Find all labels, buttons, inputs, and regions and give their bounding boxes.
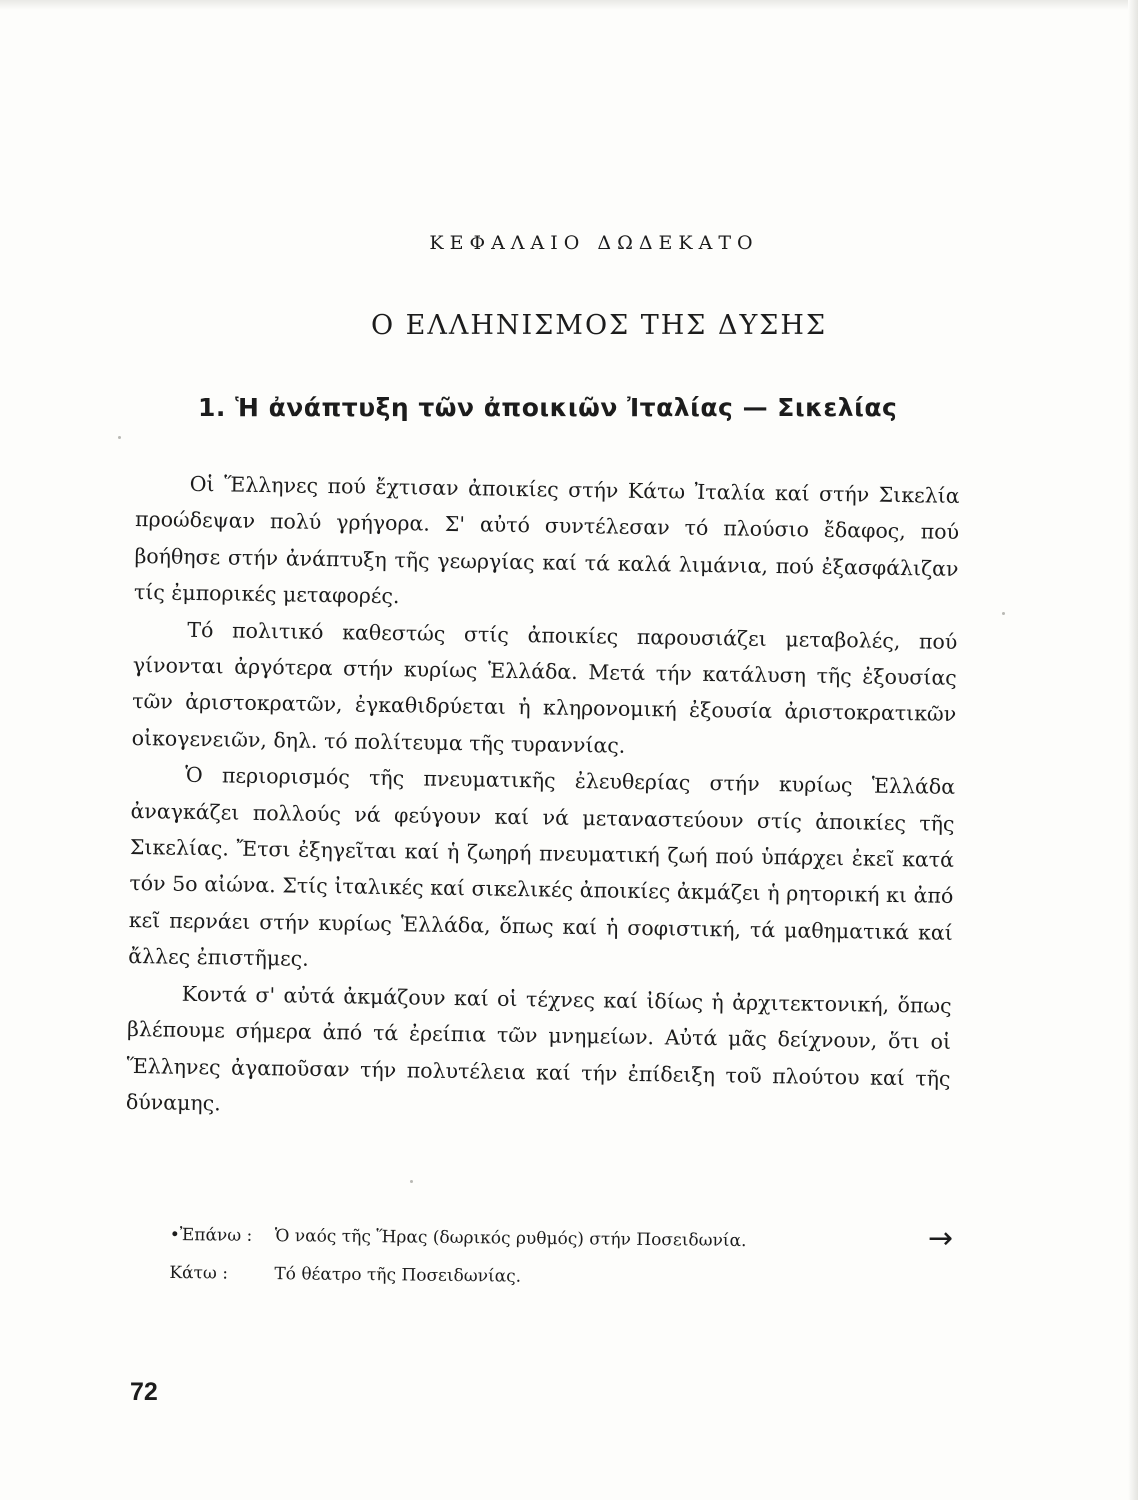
page-edge-shadow [0,0,1138,10]
arrow-right-icon: → [928,1221,954,1256]
caption-bottom [169,1254,929,1300]
paper-speck [118,436,121,439]
paragraph: Κοντά σ' αὐτά ἀκμάζουν καί οἱ τέχνες καί ἰδίως ἡ ἀρχιτεκτονική, ὅπως βλέπουμε σήμερα ἀπό τά ἐρείπια τῶν μνημείων. Αὐτά μᾶς δείχνουν, ὅτι οἱ Ἕλληνες ἀγαποῦσαν τήν πολυτέλεια καί τήν ἐπίδειξη τοῦ πλούτου καί τῆς δύναμης. [125,981,952,1116]
section-heading: 1. Ἡ ἀνάπτυξη τῶν ἀποικιῶν Ἰταλίας — Σικελίας [198,393,898,422]
caption-text: Τό θέατρο τῆς Ποσειδωνίας. [274,1264,522,1287]
caption-text: Ὁ ναός τῆς Ἥρας (δωρικός ρυθμός) στήν Ποσειδωνία. [274,1226,747,1252]
figure-captions [169,1216,930,1300]
page-number: 72 [130,1378,158,1406]
chapter-title: Ο ΕΛΛΗΝΙΣΜΟΣ ΤΗΣ ΔΥΣΗΣ [370,310,828,341]
caption-label: Κάτω : [169,1262,229,1284]
paper-speck [1002,612,1005,615]
chapter-label: ΚΕΦΑΛΑΙΟ ΔΩΔΕΚΑΤΟ [429,232,759,254]
paragraph: Τό πολιτικό καθεστώς στίς ἀποικίες παρουσιάζει μεταβολές, πού γίνονται ἀργότερα στήν κυρίως Ἑλλάδα. Μετά τήν κατάλυση τῆς ἐξουσίας τῶν ἀριστοκρατῶν, ἐγκαθιδρύεται ἡ κληρονομική ἐξουσία ἀριστοκρατικῶν οἰκογενειῶν, δηλ. τό πολίτευμα τῆς τυραννίας. [131,617,958,758]
page-edge-shadow [1128,0,1138,1500]
caption-label: •Ἐπάνω : [169,1224,253,1246]
paper-speck [410,1180,413,1183]
paragraph: Οἱ Ἕλληνες πού ἔχτισαν ἀποικίες στήν Κάτω Ἰταλία καί στήν Σικελία προώδεψαν πολύ γρήγορα. Σ' αὐτό συντέλεσαν τό πλούσιο ἔδαφος, πού βοήθησε στήν ἀνάπτυξη τῆς γεωργίας καί τά καλά λιμάνια, πού ἐξασφάλιζαν τίς ἐμπορικές μεταφορές. [133,471,960,609]
paragraph: Ὁ περιορισμός τῆς πνευματικῆς ἐλευθερίας στήν κυρίως Ἑλλάδα ἀναγκάζει πολλούς νά φεύγουν καί νά μεταναστεύουν στίς ἀποικίες τῆς Σικελίας. Ἔτσι ἐξηγεῖται καί ἡ ζωηρή πνευματική ζωή πού ὑπάρχει ἐκεῖ κατά τόν 5ο αἰώνα. Στίς ἰταλικές καί σικελικές ἀποικίες ἀκμάζει ἡ ρητορική κι ἀπό κεῖ περνάει στήν κυρίως Ἑλλάδα, ὅπως καί ἡ σοφιστική, τά μαθηματικά καί ἄλλες ἐπιστῆμες. [128,763,956,972]
body-text [126,465,960,1133]
